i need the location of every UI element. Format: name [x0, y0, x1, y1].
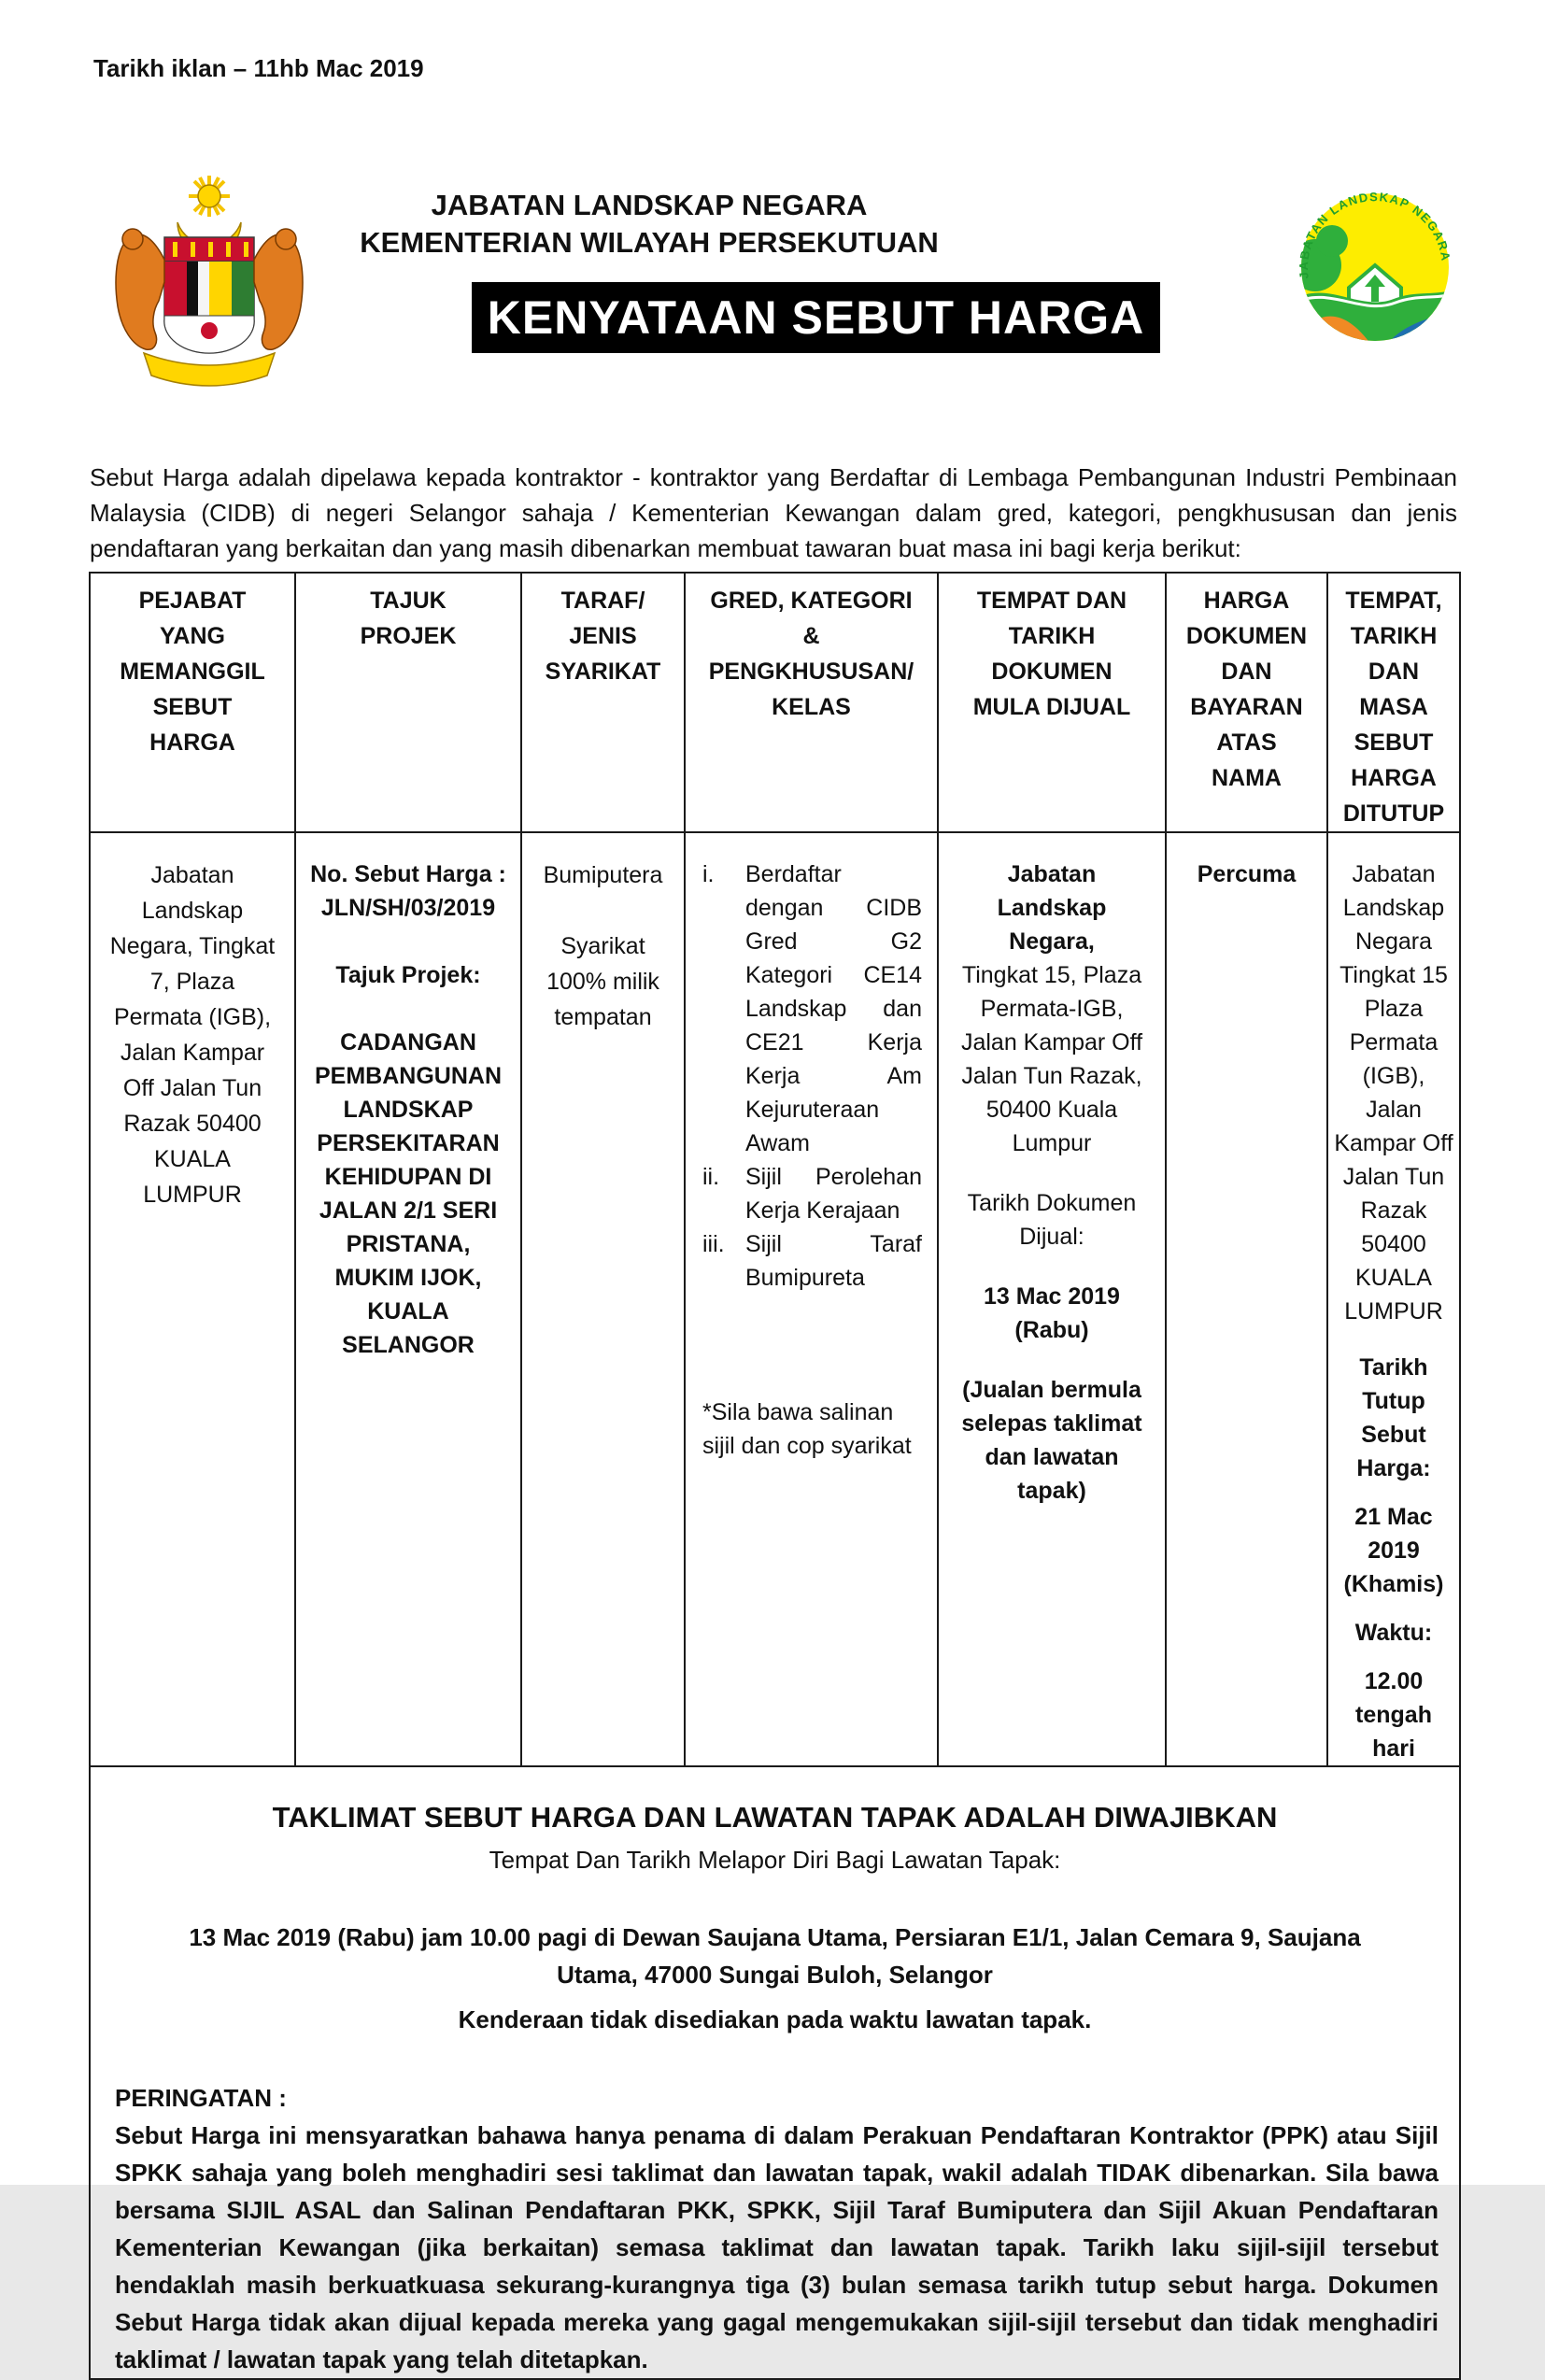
certificate-note: *Sila bawa salinan sijil dan cop syarikat [702, 1399, 912, 1459]
cell-gred [685, 832, 938, 1766]
coat-of-arms-svg [105, 170, 314, 387]
sale-office-name: Jabatan Landskap Negara, [997, 861, 1107, 955]
close-time: 12.00 tengah hari [1355, 1668, 1432, 1762]
gred-item [702, 1160, 922, 1227]
gred-item-text: Sijil Taraf Bumipureta [745, 1231, 922, 1291]
col-header-tempat-dijual: TEMPAT DAN TARIKH DOKUMEN MULA DIJUAL [938, 573, 1166, 832]
warning-label: PERINGATAN : [115, 2084, 287, 2112]
gred-item-text: Sijil Perolehan Kerja Kerajaan [745, 1164, 922, 1224]
shield [164, 237, 254, 353]
col-header-gred: GRED, KATEGORI & PENGKHUSUSAN/ KELAS [685, 573, 938, 832]
gred-item [702, 857, 922, 1160]
quote-number: No. Sebut Harga : JLN/SH/03/2019 [310, 861, 506, 921]
advert-date: Tarikh iklan – 11hb Mac 2019 [93, 54, 424, 82]
sale-date: 13 Mac 2019 (Rabu) [984, 1283, 1120, 1343]
sale-date-label: Tarikh Dokumen Dijual: [967, 1190, 1137, 1250]
motto-ribbon-icon [144, 353, 275, 386]
cell-taraf [521, 832, 685, 1766]
site-visit-details: 13 Mac 2019 (Rabu) jam 10.00 pagi di Dewan Saujana Utama, Persiaran E1/1, Jalan Cemara 9, Saujana Utama, 47000 Sungai Buloh, Selangor [189, 1923, 1361, 1989]
gred-item-number: iii. [702, 1231, 725, 1257]
quotation-banner: KENYATAAN SEBUT HARGA [472, 282, 1160, 353]
office-address: Jabatan Landskap Negara, Tingkat 7, Plaza Permata (IGB), Jalan Kampar Off Jalan Tun Razak 50400 KUALA LUMPUR [109, 862, 276, 1208]
notice-cell [90, 1766, 1460, 2379]
project-title: CADANGAN PEMBANGUNAN LANDSKAP PERSEKITARAN KEHIDUPAN DI JALAN 2/1 SERI PRISTANA, MUKIM IJOK, KUALA SELANGOR [315, 1029, 502, 1358]
warning-text: Sebut Harga ini mensyaratkan bahawa hanya penama di dalam Perakuan Pendaftaran Kontraktor (PPK) atau Sijil SPKK sahaja yang boleh menghadiri sesi taklimat dan lawatan tapak, wakil adalah TIDAK dibenarkan. Sila bawa bersama SIJIL ASAL dan Salinan Pendaftaran PKK, SPKK, Sijil Taraf Bumiputera dan Sijil Akuan Pendaftaran Kementerian Kewangan (jika berkaitan) semasa taklimat dan lawatan tapak. Tarikh laku sijil-sijil tersebut hendaklah masih berkuatkuasa sekurang-kurangnya tiga (3) bulan semasa tarikh tutup sebut harga. Dokumen Sebut Harga tidak akan dijual kepada mereka yang gagal mengemukakan sijil-sijil tersebut dan tidak menghadiri taklimat / lawatan tapak yang telah ditetapkan. [115, 2121, 1439, 2373]
gred-item-text: Berdaftar dengan CIDB Gred G2 Kategori CE14 Landskap dan CE21 Kerja Kerja Am Kejuruteraan Awam [745, 861, 922, 1156]
briefing-subheading: Tempat Dan Tarikh Melapor Diri Bagi Lawatan Tapak: [489, 1846, 1061, 1874]
col-header-harga: HARGA DOKUMEN DAN BAYARAN ATAS NAMA [1166, 573, 1327, 832]
close-office-address: Jabatan Landskap Negara Tingkat 15 Plaza Permata (IGB), Jalan Kampar Off Jalan Tun Razak 50400 KUALA LUMPUR [1334, 861, 1453, 1325]
col-header-tutup: TEMPAT, TARIKH DAN MASA SEBUT HARGA DITUTUP [1327, 573, 1460, 832]
col-header-tajuk: TAJUK PROJEK [295, 573, 521, 832]
header-titles [308, 187, 990, 262]
gred-item-number: i. [702, 861, 715, 887]
taraf-status: Bumiputera [543, 862, 663, 888]
briefing-heading: TAKLIMAT SEBUT HARGA DAN LAWATAN TAPAK ADALAH DIWAJIBKAN [272, 1801, 1278, 1834]
quotation-table [89, 572, 1461, 2380]
col-header-pejabat: PEJABAT YANG MEMANGGIL SEBUT HARGA [90, 573, 295, 832]
project-title-label: Tajuk Projek: [335, 962, 481, 988]
sale-office-address: Tingkat 15, Plaza Permata-IGB, Jalan Kampar Off Jalan Tun Razak, 50400 Kuala Lumpur [960, 962, 1143, 1156]
cell-price [1166, 832, 1327, 1766]
cell-close [1327, 832, 1460, 1766]
department-title: JABATAN LANDSKAP NEGARA [431, 189, 868, 221]
cell-office [90, 832, 295, 1766]
cell-sale-place [938, 832, 1166, 1766]
gred-item [702, 1227, 922, 1295]
table-body-row [90, 832, 1460, 1766]
close-date-label: Tarikh Tutup Sebut Harga: [1356, 1354, 1431, 1481]
sale-note: (Jualan bermula selepas taklimat dan lawatan tapak) [961, 1377, 1142, 1504]
close-date: 21 Mac 2019 (Khamis) [1343, 1504, 1444, 1597]
logo-arc-text: JABATAN LANDSKAP NEGARA [1296, 190, 1453, 280]
close-time-label: Waktu: [1354, 1620, 1433, 1646]
vehicle-note: Kenderaan tidak disediakan pada waktu lawatan tapak. [458, 2005, 1092, 2033]
table-notice-row [90, 1766, 1460, 2379]
malaysia-coat-of-arms-icon [105, 170, 314, 387]
ministry-title: KEMENTERIAN WILAYAH PERSEKUTUAN [360, 226, 939, 259]
gred-item-number: ii. [702, 1164, 720, 1190]
col-header-taraf: TARAF/ JENIS SYARIKAT [521, 573, 685, 832]
jln-logo-svg [1295, 183, 1455, 351]
taraf-company: Syarikat 100% milik tempatan [546, 933, 659, 1030]
jabatan-landskap-negara-logo-icon [1295, 183, 1455, 351]
intro-paragraph: Sebut Harga adalah dipelawa kepada kontraktor - kontraktor yang Berdaftar di Lembaga Pembangunan Industri Pembinaan Malaysia (CIDB) di negeri Selangor sahaja / Kementerian Kewangan dalam gred, kategori, pengkhususan dan jenis pendaftaran yang berkaitan dan yang masih dibenarkan membuat tawaran buat masa ini bagi kerja berikut: [90, 463, 1457, 562]
document-price: Percuma [1197, 861, 1297, 887]
table-header-row [90, 573, 1460, 832]
cell-project [295, 832, 521, 1766]
